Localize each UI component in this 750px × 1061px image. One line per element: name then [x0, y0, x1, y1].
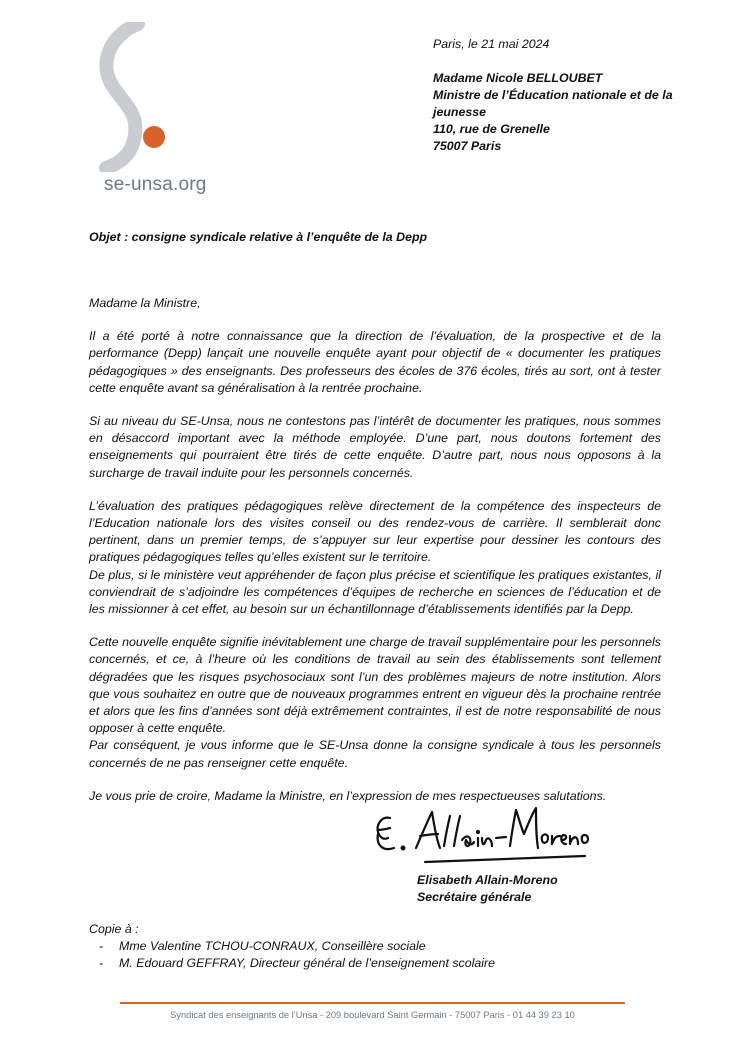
- paragraph-2: Si au niveau du SE-Unsa, nous ne contestons pas l’intérêt de documenter les pratiques, nous sommes en désaccord important avec la méthode employée. D’une part, nous doutons fortement des enseignements qui pourraient être tirés de cette enquête. D’autre part, nous nous opposons à la surcharge de travail induite pour les personnels concernés.: [89, 414, 661, 480]
- recipient-city: 75007 Paris: [433, 139, 502, 153]
- paragraph-6: Par conséquent, je vous informe que le SE-Unsa donne la consigne syndicale à tous les personnels concernés de ne pas renseigner cette enquête.: [89, 738, 661, 770]
- footer-org: Syndicat des enseignants de l’Unsa: [170, 1010, 318, 1020]
- logo-text: se-unsa.org: [104, 174, 207, 195]
- list-dash: -: [99, 956, 104, 970]
- paragraph-1: Il a été porté à notre connaissance que la direction de l’évaluation, de la prospective et de la performance (Depp) lançait une nouvelle enquête ayant pour objectif de « documenter les pratiques pédagogiques » des enseignants. Des professeurs des écoles de 376 écoles, tirés au sort, ont à tester cette enquête avant sa généralisation à la rentrée prochaine.: [89, 329, 661, 395]
- footer-divider: [120, 1002, 625, 1004]
- letter-header: [433, 36, 693, 155]
- signatory-name: Elisabeth Allain-Moreno: [417, 873, 558, 887]
- recipient-address: [433, 70, 693, 155]
- closing: Je vous prie de croire, Madame la Ministre, en l’expression de mes respectueuses salutations.: [89, 788, 607, 803]
- recipient-title-cont: jeunesse: [433, 105, 487, 119]
- letter-date: Paris, le 21 mai 2024: [433, 37, 550, 51]
- recipient-title: Ministre de l’Éducation nationale et de la: [433, 88, 673, 102]
- list-item: [89, 955, 495, 972]
- signatory-title: Secrétaire générale: [417, 890, 532, 904]
- copy-recipient-2: M. Edouard GEFFRAY, Directeur général de l’enseignement scolaire: [119, 956, 496, 970]
- paragraph-5: Cette nouvelle enquête signifie inévitablement une charge de travail supplémentaire pour les personnels concernés, et ce, à l’heure où les conditions de travail au sein des établissements sont tellement dégradées que les risques psychosociaux sont l’un des problèmes majeurs de notre institution. Alors que vous souhaitez en outre que de nouveaux programmes entrent en vigueur dès la prochaine rentrée et alors que les fins d’années sont déjà extrêmement contraintes, il est de notre responsabilité de nous opposer à cette enquête.: [89, 635, 661, 736]
- logo-dot: [143, 126, 165, 148]
- recipient-name: Madame Nicole BELLOUBET: [433, 71, 603, 85]
- list-dash: -: [99, 939, 104, 953]
- list-item: [89, 938, 495, 955]
- salutation: Madame la Ministre,: [89, 296, 201, 310]
- signatory: [417, 872, 558, 906]
- paragraph-4: De plus, si le ministère veut appréhender de façon plus précise et scientifique les pratiques existantes, il conviendrait de s’adjoindre les compétences d’équipes de recherche en sciences de l’éducation et de les missionner à cet effet, au besoin sur un échantillonnage d’établissements identifiés par la Depp.: [89, 567, 661, 617]
- copies-section: [89, 921, 495, 972]
- logo-s-shape: [96, 22, 216, 172]
- paragraph-3: L’évaluation des pratiques pédagogiques relève directement de la compétence des inspecteurs de l’Education nationale lors des visites conseil ou des rendez-vous de carrière. Il semblerait donc pertinent, dans un premier temps, de s’appuyer sur leur expertise pour dessiner les contours des pratiques pédagogiques telles qu’elles existent sur le territoire.: [89, 498, 661, 565]
- copies-list: [89, 938, 495, 972]
- letter-body: [89, 295, 661, 821]
- letter-subject: Objet : consigne syndicale relative à l’enquête de la Depp: [89, 230, 428, 244]
- copies-label: Copie à :: [89, 922, 139, 936]
- footer-address: - 209 boulevard Saint Germain - 75007 Paris - 01 44 39 23 10: [317, 1010, 575, 1020]
- se-unsa-logo: [96, 22, 216, 197]
- copy-recipient-1: Mme Valentine TCHOU-CONRAUX, Conseillère sociale: [119, 939, 426, 953]
- handwritten-signature: [370, 800, 600, 870]
- page-footer: [120, 1010, 625, 1020]
- recipient-street: 110, rue de Grenelle: [433, 122, 550, 136]
